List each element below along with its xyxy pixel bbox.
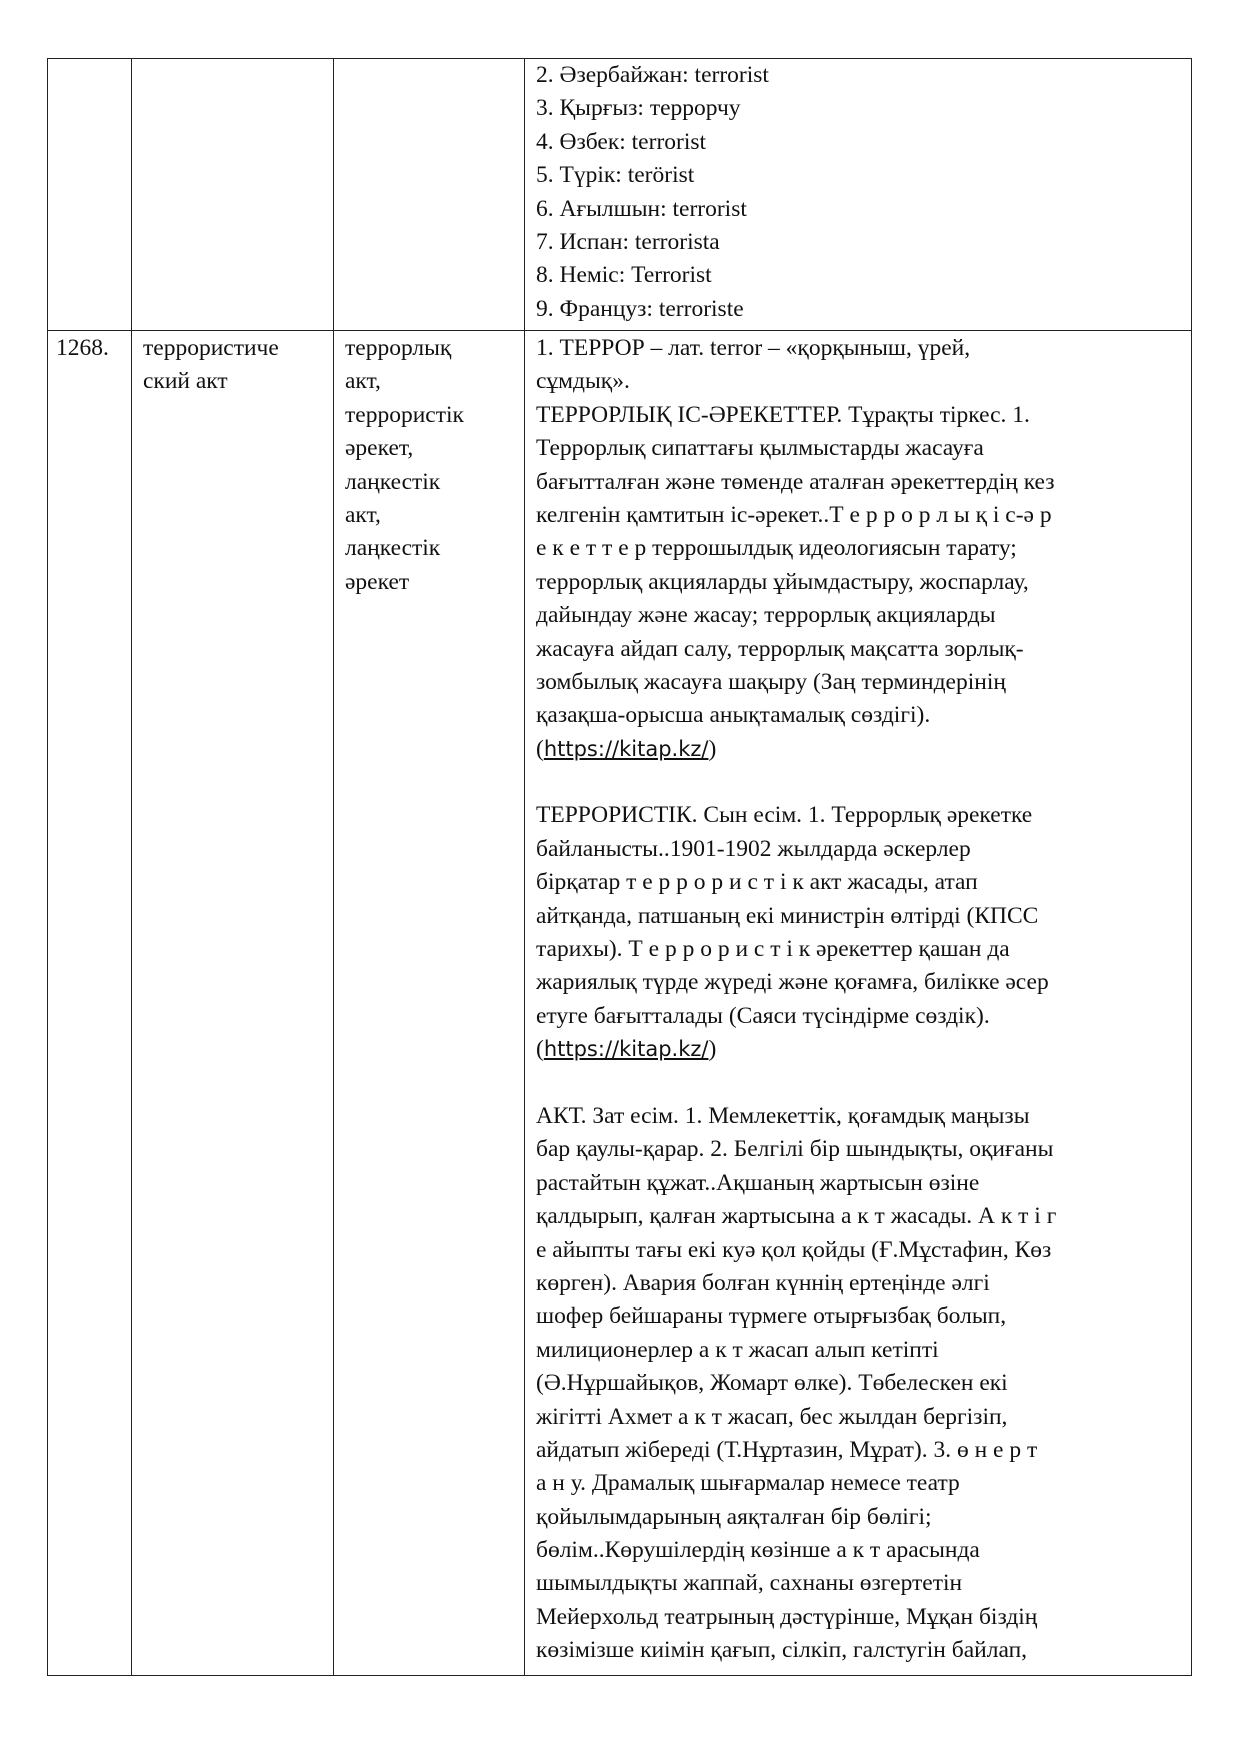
translation-line: 6. Ағылшын: terrorist	[536, 195, 747, 222]
definition-line: е к е т т е р террошылдық идеологиясын тарату;	[536, 535, 1017, 562]
definition-line: көрген). Авария болған күннің ертеңінде әлгі	[536, 1269, 990, 1296]
definition-line: сұмдық».	[536, 368, 630, 395]
definition-line: жігітті Ахмет а к т жасап, бес жылдан бергізіп,	[536, 1403, 1008, 1430]
kazakh-term-line: әрекет	[345, 568, 410, 595]
definition-line: террорлық акцияларды ұйымдастыру, жоспарлау,	[536, 568, 1029, 595]
kazakh-term-line: акт,	[345, 501, 381, 528]
definition-line: ТЕРРОРИСТІК. Сын есім. 1. Террорлық әрекетке	[536, 802, 1033, 829]
definition-line: бөлім..Көрушілердің көзінше а к т арасында	[536, 1537, 980, 1564]
definition-line: 1. ТЕРРОР – лат. terror – «қорқыныш, үрей,	[536, 335, 971, 361]
definition-cell	[536, 332, 1188, 1668]
column-divider	[333, 59, 334, 1675]
definition-line: Мейерхольд театрының дәстүрінше, Мұқан біздің	[536, 1603, 1038, 1630]
definition-line: зомбылық жасауға шақыру (Заң терминдерінің	[536, 668, 1006, 695]
row-divider	[48, 330, 1191, 331]
translations-cell	[536, 59, 1186, 326]
kazakh-term-line: лаңкестік	[345, 535, 441, 562]
translation-line: 5. Түрік: terörist	[536, 162, 695, 189]
kazakh-term-cell	[345, 332, 521, 599]
definition-line: бағытталған және төменде аталған әрекеттердің кез	[536, 468, 1055, 495]
translation-line: 4. Өзбек: terrorist	[536, 128, 707, 155]
definition-line: бар қаулы-қарар. 2. Белгілі бір шындықты, оқиғаны	[536, 1136, 1054, 1163]
definition-line: АКТ. Зат есім. 1. Мемлекеттік, қоғамдық маңызы	[536, 1102, 1030, 1129]
definition-line: (Ә.Нұршайықов, Жомарт өлке). Төбелескен екі	[536, 1370, 1008, 1397]
column-divider	[131, 59, 132, 1675]
definition-line: шымылдықты жаппай, сахнаны өзгертетін	[536, 1570, 963, 1597]
translation-line: 3. Қырғыз: террорчу	[536, 95, 741, 122]
definition-line: айтқанда, патшаның екі министрін өлтірді (КПСС	[536, 902, 1039, 929]
definition-line: шофер бейшараны түрмеге отырғызбақ болып,	[536, 1303, 1007, 1330]
russian-term-line: ский акт	[143, 368, 228, 395]
kazakh-term-line: террористік	[345, 401, 464, 428]
definition-line: көзімізше киімін қағып, сілкіп, галстугін байлап,	[536, 1637, 1028, 1664]
column-divider	[524, 59, 525, 1675]
translation-line: 7. Испан: terrorista	[536, 228, 720, 255]
definition-line: тарихы). Т е р р о р и с т і к әрекеттер қашан да	[536, 936, 1010, 963]
kazakh-term-line: акт,	[345, 368, 381, 395]
kazakh-term-line: лаңкестік	[345, 468, 441, 495]
definition-line: жариялық түрде жүреді және қоғамға, билікке әсер	[536, 969, 1049, 996]
russian-term-cell	[143, 332, 329, 399]
definition-line: Террорлық сипаттағы қылмыстарды жасауға	[536, 435, 984, 462]
definition-line: етуге бағытталады (Саяси түсіндірме сөздік).	[536, 1002, 990, 1029]
definition-line: айдатып жібереді (Т.Нұртазин, Мұрат). 3. ө н е р т	[536, 1436, 1038, 1463]
kazakh-term-line: әрекет,	[345, 435, 414, 462]
paragraph-gap	[536, 1067, 1188, 1100]
translation-line: 9. Француз: terroriste	[536, 295, 744, 322]
definition-line: қазақша-орысша анықтамалық сөздігі).	[536, 702, 931, 729]
russian-term-line: террористиче	[143, 335, 279, 361]
entry-number-cell	[56, 332, 130, 365]
definition-line: а н у. Драмалық шығармалар немесе театр	[536, 1470, 960, 1497]
definition-line: жасауға айдап салу, террорлық мақсатта зорлық-	[536, 635, 1024, 662]
definition-line: растайтын құжат..Ақшаның жартысын өзіне	[536, 1169, 980, 1196]
dictionary-table	[47, 58, 1192, 1676]
paragraph-gap	[536, 766, 1188, 799]
definition-line: е айыпты тағы екі куә қол қойды (Ғ.Мұстафин, Көз	[536, 1236, 1052, 1263]
definition-line: қалдырып, қалған жартысына а к т жасады. А к т і г	[536, 1203, 1057, 1230]
source-link-line: (https://kitap.kz/)	[536, 735, 717, 762]
kazakh-term-line: террорлық	[345, 335, 452, 361]
source-link[interactable]: https://kitap.kz/	[543, 736, 709, 761]
translation-line: 2. Әзербайжан: terrorist	[536, 62, 769, 88]
source-link[interactable]: https://kitap.kz/	[543, 1037, 709, 1062]
definition-line: бірқатар т е р р о р и с т і к акт жасады, атап	[536, 869, 978, 896]
definition-line: байланысты..1901-1902 жылдарда әскерлер	[536, 835, 971, 862]
definition-line: қойылымдарының аяқталған бір бөлігі;	[536, 1503, 932, 1530]
definition-line: милиционерлер а к т жасап алып кетіпті	[536, 1336, 939, 1363]
definition-line: дайындау және жасау; террорлық акцияларды	[536, 602, 996, 629]
definition-line: келгенін қамтитын іс-әрекет..Т е р р о р л ы қ і с-ә р	[536, 501, 1052, 528]
definition-line: ТЕРРОРЛЫҚ ІС-ӘРЕКЕТТЕР. Тұрақты тіркес. 1.	[536, 401, 1030, 428]
source-link-line: (https://kitap.kz/)	[536, 1036, 717, 1063]
translation-line: 8. Неміс: Terrorist	[536, 262, 712, 289]
entry-number: 1268.	[56, 335, 109, 361]
